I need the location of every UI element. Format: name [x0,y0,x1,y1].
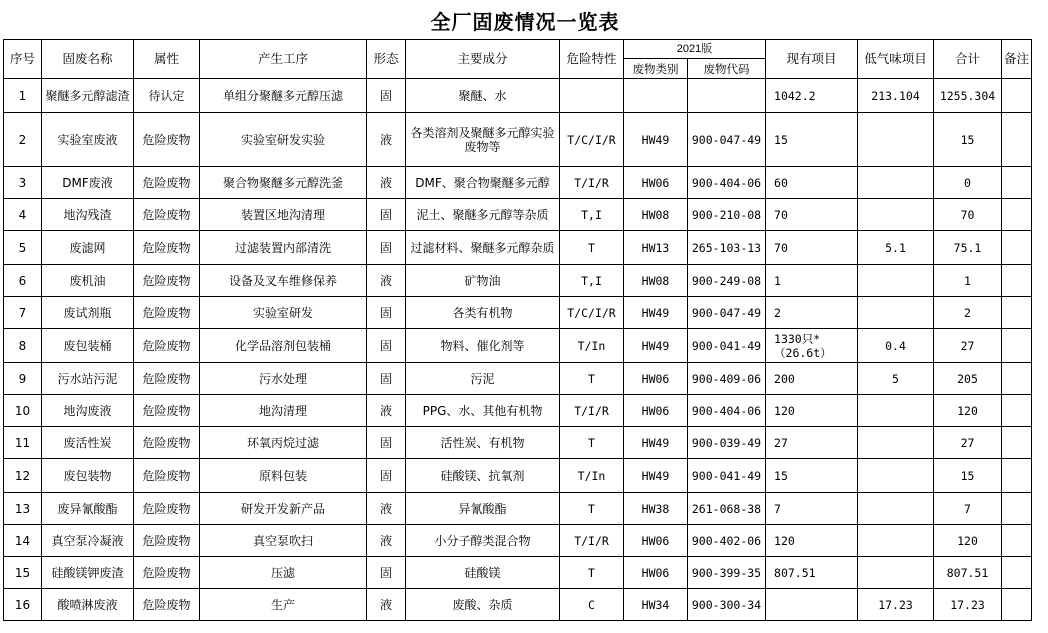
cell-process[interactable]: 压滤 [200,557,367,589]
cell-remark[interactable] [1002,589,1032,621]
table-row [4,199,1032,231]
cell-process[interactable]: 原料包装 [200,459,367,493]
cell-form[interactable]: 固 [367,557,406,589]
cell-waste-code[interactable]: 261-068-38 [688,493,766,525]
cell-form[interactable]: 固 [367,329,406,363]
table-row [4,589,1032,621]
cell-waste-class[interactable]: HW49 [624,297,688,329]
cell-total[interactable]: 17.23 [934,589,1002,621]
cell-remark[interactable] [1002,297,1032,329]
cell-waste-class[interactable]: HW06 [624,363,688,395]
cell-waste-class[interactable]: HW34 [624,589,688,621]
cell-low-odor[interactable]: 17.23 [858,589,934,621]
cell-remark[interactable] [1002,199,1032,231]
cell-hazard[interactable]: T/In [560,329,624,363]
cell-seq[interactable]: 7 [4,297,42,329]
cell-low-odor[interactable]: 5 [858,363,934,395]
header-attr[interactable]: 属性 [134,40,200,79]
cell-process[interactable]: 实验室研发实验 [200,113,367,167]
cell-remark[interactable] [1002,363,1032,395]
cell-composition[interactable]: 物料、催化剂等 [406,329,560,363]
cell-attr[interactable]: 危险废物 [134,113,200,167]
cell-seq[interactable]: 6 [4,265,42,297]
cell-remark[interactable] [1002,329,1032,363]
cell-form[interactable]: 液 [367,493,406,525]
cell-process[interactable]: 单组分聚醚多元醇压滤 [200,79,367,113]
cell-waste-code[interactable]: 900-047-49 [688,113,766,167]
cell-form[interactable]: 固 [367,459,406,493]
cell-current[interactable]: 120 [766,395,858,427]
header-year-group[interactable]: 2021版 [624,40,766,59]
header-current[interactable]: 现有项目 [766,40,858,79]
cell-form[interactable]: 固 [367,297,406,329]
cell-seq[interactable]: 14 [4,525,42,557]
cell-process[interactable]: 设备及叉车维修保养 [200,265,367,297]
cell-waste-code[interactable]: 900-300-34 [688,589,766,621]
cell-attr[interactable]: 危险废物 [134,199,200,231]
cell-waste-code[interactable]: 900-249-08 [688,265,766,297]
cell-seq[interactable]: 4 [4,199,42,231]
cell-attr[interactable]: 危险废物 [134,557,200,589]
cell-waste-class[interactable]: HW49 [624,113,688,167]
cell-current[interactable]: 15 [766,113,858,167]
header-process[interactable]: 产生工序 [200,40,367,79]
cell-hazard[interactable]: T [560,363,624,395]
cell-waste-class[interactable]: HW49 [624,329,688,363]
table-body [4,79,1032,621]
cell-waste-class[interactable]: HW06 [624,557,688,589]
cell-composition[interactable]: PPG、水、其他有机物 [406,395,560,427]
table-row [4,231,1032,265]
cell-name[interactable]: 污水站污泥 [42,363,134,395]
table-row [4,113,1032,167]
cell-name[interactable]: DMF废液 [42,167,134,199]
cell-waste-code[interactable]: 900-041-49 [688,459,766,493]
cell-total[interactable]: 120 [934,525,1002,557]
cell-composition[interactable]: 矿物油 [406,265,560,297]
cell-low-odor[interactable]: 213.104 [858,79,934,113]
cell-low-odor[interactable] [858,427,934,459]
cell-attr[interactable]: 危险废物 [134,231,200,265]
cell-hazard[interactable]: T,I [560,199,624,231]
cell-current[interactable]: 60 [766,167,858,199]
table-row [4,557,1032,589]
cell-current[interactable]: 7 [766,493,858,525]
cell-total[interactable]: 1 [934,265,1002,297]
cell-process[interactable]: 研发开发新产品 [200,493,367,525]
table-row [4,493,1032,525]
cell-composition[interactable]: 各类溶剂及聚醚多元醇实验废物等 [406,113,560,167]
cell-low-odor[interactable] [858,113,934,167]
cell-process[interactable]: 装置区地沟清理 [200,199,367,231]
cell-process[interactable]: 实验室研发 [200,297,367,329]
cell-process[interactable]: 聚合物聚醚多元醇洗釜 [200,167,367,199]
cell-hazard[interactable]: T [560,557,624,589]
cell-process[interactable]: 地沟清理 [200,395,367,427]
header-low-odor[interactable]: 低气味项目 [858,40,934,79]
cell-form[interactable]: 液 [367,589,406,621]
cell-waste-code[interactable]: 900-402-06 [688,525,766,557]
cell-waste-class[interactable]: HW08 [624,265,688,297]
cell-hazard[interactable]: T/C/I/R [560,113,624,167]
cell-remark[interactable] [1002,525,1032,557]
cell-waste-code[interactable]: 900-039-49 [688,427,766,459]
cell-seq[interactable]: 11 [4,427,42,459]
cell-name[interactable]: 实验室废液 [42,113,134,167]
cell-total[interactable]: 0 [934,167,1002,199]
cell-form[interactable]: 液 [367,395,406,427]
waste-table [3,39,1032,621]
table-row [4,329,1032,363]
cell-attr[interactable]: 危险废物 [134,395,200,427]
cell-remark[interactable] [1002,231,1032,265]
cell-current[interactable]: 120 [766,525,858,557]
cell-remark[interactable] [1002,459,1032,493]
cell-composition[interactable]: 硅酸镁、抗氧剂 [406,459,560,493]
cell-hazard[interactable]: T/In [560,459,624,493]
cell-hazard[interactable]: T [560,231,624,265]
table-row [4,297,1032,329]
cell-total[interactable]: 70 [934,199,1002,231]
cell-attr[interactable]: 危险废物 [134,297,200,329]
cell-name[interactable]: 硅酸镁钾废渣 [42,557,134,589]
cell-total[interactable]: 15 [934,113,1002,167]
cell-composition[interactable]: 异氰酸酯 [406,493,560,525]
cell-hazard[interactable]: T/C/I/R [560,297,624,329]
cell-form[interactable]: 固 [367,363,406,395]
cell-low-odor[interactable]: 5.1 [858,231,934,265]
table-row [4,363,1032,395]
cell-current[interactable]: 1330只*（26.6t） [766,329,858,363]
cell-composition[interactable]: 各类有机物 [406,297,560,329]
cell-form[interactable]: 固 [367,79,406,113]
table-row [4,167,1032,199]
cell-process[interactable]: 真空泵吹扫 [200,525,367,557]
cell-hazard[interactable]: T [560,493,624,525]
cell-waste-code[interactable]: 900-047-49 [688,297,766,329]
cell-waste-class[interactable]: HW49 [624,427,688,459]
cell-waste-code[interactable]: 900-210-08 [688,199,766,231]
table-row [4,459,1032,493]
cell-low-odor[interactable]: 0.4 [858,329,934,363]
cell-attr[interactable]: 危险废物 [134,589,200,621]
cell-current[interactable]: 27 [766,427,858,459]
cell-waste-code[interactable] [688,79,766,113]
cell-low-odor[interactable] [858,265,934,297]
cell-seq[interactable]: 9 [4,363,42,395]
cell-seq[interactable]: 1 [4,79,42,113]
cell-hazard[interactable]: C [560,589,624,621]
cell-process[interactable]: 过滤装置内部清洗 [200,231,367,265]
cell-name[interactable]: 酸喷淋废液 [42,589,134,621]
cell-low-odor[interactable] [858,395,934,427]
cell-composition[interactable]: 小分子醇类混合物 [406,525,560,557]
cell-attr[interactable]: 危险废物 [134,167,200,199]
cell-remark[interactable] [1002,265,1032,297]
header-remark[interactable]: 备注 [1002,40,1032,79]
cell-current[interactable]: 70 [766,231,858,265]
cell-current[interactable] [766,589,858,621]
cell-total[interactable]: 75.1 [934,231,1002,265]
cell-composition[interactable]: 聚醚、水 [406,79,560,113]
cell-name[interactable]: 真空泵冷凝液 [42,525,134,557]
header-name[interactable]: 固废名称 [42,40,134,79]
cell-attr[interactable]: 危险废物 [134,329,200,363]
cell-total[interactable]: 7 [934,493,1002,525]
cell-low-odor[interactable] [858,297,934,329]
cell-seq[interactable]: 15 [4,557,42,589]
cell-seq[interactable]: 10 [4,395,42,427]
cell-total[interactable]: 120 [934,395,1002,427]
cell-hazard[interactable]: T/I/R [560,167,624,199]
cell-total[interactable]: 2 [934,297,1002,329]
cell-hazard[interactable]: T/I/R [560,525,624,557]
table-row [4,79,1032,113]
cell-form[interactable]: 液 [367,113,406,167]
cell-waste-class[interactable]: HW49 [624,459,688,493]
cell-name[interactable]: 废机油 [42,265,134,297]
cell-composition[interactable]: DMF、聚合物聚醚多元醇 [406,167,560,199]
cell-composition[interactable]: 硅酸镁 [406,557,560,589]
header-total[interactable]: 合计 [934,40,1002,79]
cell-current[interactable]: 807.51 [766,557,858,589]
cell-process[interactable]: 化学品溶剂包装桶 [200,329,367,363]
cell-remark[interactable] [1002,557,1032,589]
cell-waste-code[interactable]: 900-399-35 [688,557,766,589]
cell-waste-code[interactable]: 265-103-13 [688,231,766,265]
cell-attr[interactable]: 危险废物 [134,427,200,459]
cell-total[interactable]: 27 [934,329,1002,363]
cell-attr[interactable]: 危险废物 [134,525,200,557]
cell-current[interactable]: 1042.2 [766,79,858,113]
cell-attr[interactable]: 危险废物 [134,493,200,525]
cell-seq[interactable]: 16 [4,589,42,621]
table-row [4,427,1032,459]
cell-remark[interactable] [1002,167,1032,199]
cell-waste-code[interactable]: 900-404-06 [688,395,766,427]
cell-seq[interactable]: 8 [4,329,42,363]
cell-composition[interactable]: 废酸、杂质 [406,589,560,621]
cell-waste-code[interactable]: 900-409-06 [688,363,766,395]
cell-waste-class[interactable]: HW08 [624,199,688,231]
header-seq[interactable]: 序号 [4,40,42,79]
table-row [4,395,1032,427]
cell-process[interactable]: 生产 [200,589,367,621]
cell-seq[interactable]: 13 [4,493,42,525]
cell-seq[interactable]: 12 [4,459,42,493]
cell-remark[interactable] [1002,113,1032,167]
cell-name[interactable]: 聚醚多元醇滤渣 [42,79,134,113]
header-hazard[interactable]: 危险特性 [560,40,624,79]
cell-current[interactable]: 70 [766,199,858,231]
cell-form[interactable]: 液 [367,167,406,199]
cell-total[interactable]: 807.51 [934,557,1002,589]
cell-process[interactable]: 环氧丙烷过滤 [200,427,367,459]
cell-current[interactable]: 15 [766,459,858,493]
cell-form[interactable]: 液 [367,265,406,297]
cell-remark[interactable] [1002,493,1032,525]
header-waste-code[interactable]: 废物代码 [688,59,766,79]
cell-remark[interactable] [1002,395,1032,427]
cell-composition[interactable]: 泥土、聚醚多元醇等杂质 [406,199,560,231]
cell-hazard[interactable]: T,I [560,265,624,297]
cell-name[interactable]: 地沟残渣 [42,199,134,231]
cell-process[interactable]: 污水处理 [200,363,367,395]
cell-name[interactable]: 废包装桶 [42,329,134,363]
cell-low-odor[interactable] [858,199,934,231]
cell-low-odor[interactable] [858,167,934,199]
cell-hazard[interactable]: T/I/R [560,395,624,427]
cell-seq[interactable]: 2 [4,113,42,167]
cell-total[interactable]: 205 [934,363,1002,395]
cell-form[interactable]: 固 [367,199,406,231]
cell-total[interactable]: 27 [934,427,1002,459]
cell-waste-code[interactable]: 900-404-06 [688,167,766,199]
header-composition[interactable]: 主要成分 [406,40,560,79]
cell-current[interactable]: 2 [766,297,858,329]
cell-composition[interactable]: 活性炭、有机物 [406,427,560,459]
cell-name[interactable]: 废滤网 [42,231,134,265]
cell-low-odor[interactable] [858,557,934,589]
cell-current[interactable]: 1 [766,265,858,297]
cell-remark[interactable] [1002,427,1032,459]
cell-current[interactable]: 200 [766,363,858,395]
cell-hazard[interactable]: T [560,427,624,459]
cell-remark[interactable] [1002,79,1032,113]
cell-waste-code[interactable]: 900-041-49 [688,329,766,363]
cell-form[interactable]: 固 [367,427,406,459]
cell-name[interactable]: 废活性炭 [42,427,134,459]
cell-attr[interactable]: 危险废物 [134,459,200,493]
cell-low-odor[interactable] [858,525,934,557]
cell-composition[interactable]: 过滤材料、聚醚多元醇杂质 [406,231,560,265]
table-row [4,525,1032,557]
cell-waste-class[interactable] [624,79,688,113]
cell-waste-class[interactable]: HW06 [624,167,688,199]
cell-total[interactable]: 1255.304 [934,79,1002,113]
cell-seq[interactable]: 3 [4,167,42,199]
cell-form[interactable]: 液 [367,525,406,557]
table-row [4,265,1032,297]
cell-name[interactable]: 废试剂瓶 [42,297,134,329]
cell-name[interactable]: 废异氰酸酯 [42,493,134,525]
cell-composition[interactable]: 污泥 [406,363,560,395]
cell-name[interactable]: 废包装物 [42,459,134,493]
cell-total[interactable]: 15 [934,459,1002,493]
cell-attr[interactable]: 待认定 [134,79,200,113]
cell-hazard[interactable] [560,79,624,113]
page-title: 全厂固废情况一览表 [430,10,620,34]
cell-attr[interactable]: 危险废物 [134,363,200,395]
cell-waste-class[interactable]: HW38 [624,493,688,525]
cell-low-odor[interactable] [858,493,934,525]
header-form[interactable]: 形态 [367,40,406,79]
cell-seq[interactable]: 5 [4,231,42,265]
table-header [4,40,1032,79]
cell-waste-class[interactable]: HW06 [624,525,688,557]
cell-attr[interactable]: 危险废物 [134,265,200,297]
cell-low-odor[interactable] [858,459,934,493]
cell-form[interactable]: 固 [367,231,406,265]
header-waste-class[interactable]: 废物类别 [624,59,688,79]
cell-waste-class[interactable]: HW13 [624,231,688,265]
cell-name[interactable]: 地沟废液 [42,395,134,427]
cell-waste-class[interactable]: HW06 [624,395,688,427]
